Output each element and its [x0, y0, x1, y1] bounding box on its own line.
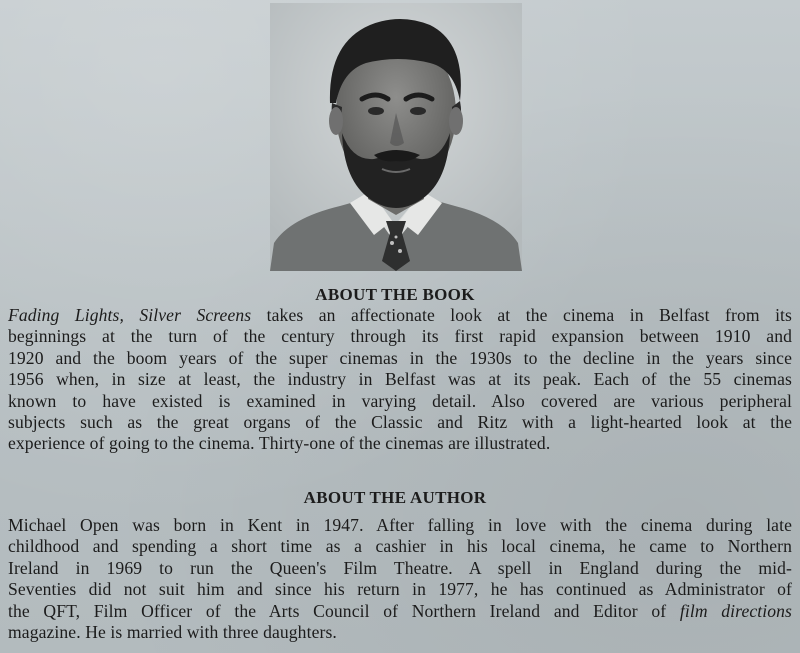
about-book-line: beginnings at the turn of the century through its first rapid expansion between 1910 and — [8, 326, 792, 347]
about-book-line: known to have existed is examined in varying detail. Also covered are various peripheral — [8, 390, 792, 411]
about-book-paragraph — [8, 305, 792, 455]
about-author-line: magazine. He is married with three daughters. — [8, 622, 337, 643]
about-book-line: experience of going to the cinema. Thirty-one of the cinemas are illustrated. — [8, 433, 551, 454]
about-author-heading: ABOUT THE AUTHOR — [303, 488, 487, 507]
about-author-line: Ireland in 1969 to run the Queen's Film Theatre. A spell in England during the mid- — [8, 557, 792, 578]
author-portrait-illustration — [270, 3, 522, 271]
about-book-line: 1920 and the boom years of the super cinemas in the 1930s to the decline in the years since — [8, 347, 792, 368]
about-author-paragraph — [8, 515, 792, 643]
about-author-line: the QFT, Film Officer of the Arts Council of Northern Ireland and Editor of film directions — [8, 600, 792, 621]
magazine-title: film directions — [679, 600, 792, 621]
book-title: Fading Lights, Silver Screens — [8, 305, 252, 325]
about-book-line: subjects such as the great organs of the Classic and Ritz with a light-hearted look at the — [8, 412, 792, 433]
about-book-line: 1956 when, in size at least, the industry in Belfast was at its peak. Each of the 55 cinemas — [8, 369, 792, 390]
about-book-line: Fading Lights, Silver Screens takes an affectionate look at the cinema in Belfast from its — [8, 305, 792, 325]
about-author-line: childhood and spending a short time as a cashier in his local cinema, he came to Northern — [8, 536, 792, 557]
about-author-line: Seventies did not suit him and since his return in 1977, he has continued as Administrator of — [8, 579, 792, 600]
author-photo — [270, 3, 522, 271]
about-author-line: Michael Open was born in Kent in 1947. After falling in love with the cinema during late — [8, 515, 792, 535]
about-book-heading: ABOUT THE BOOK — [315, 285, 475, 304]
